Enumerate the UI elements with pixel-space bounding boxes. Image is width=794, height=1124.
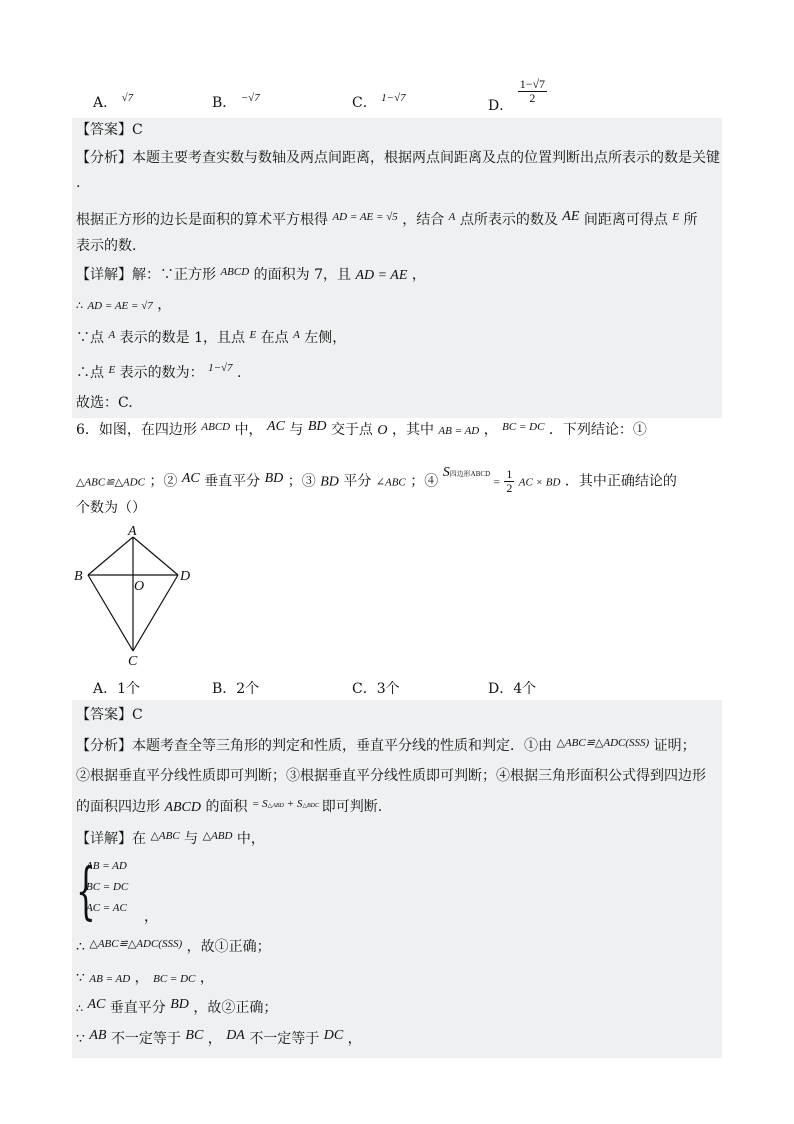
stem-text: ，: [483, 422, 498, 438]
detail-text: 不一定等于: [110, 1031, 181, 1047]
q6-option-c: C．3个: [352, 681, 400, 697]
detail-text: ，: [199, 970, 214, 986]
fraction-denominator: 2: [529, 91, 536, 105]
area-subscript: 四边形ABCD: [449, 469, 491, 478]
analysis-text: 的面积四边形: [76, 799, 160, 815]
q5-detail-line3: [76, 329, 346, 348]
stem-text: 6．如图，在四边形: [76, 422, 197, 438]
q6-option-d: D．4个: [488, 681, 537, 697]
math-symbol: DC: [323, 1028, 344, 1043]
math-expression: △ABC≌△ADC: [76, 476, 145, 489]
stem-text: 与: [289, 422, 304, 438]
math-expression: AD = AE = √7: [87, 300, 153, 312]
detail-text: 不一定等于: [249, 1031, 320, 1047]
label-d: D: [180, 569, 191, 584]
stem-text: ，其中: [391, 422, 434, 438]
fraction-numerator: 1: [506, 467, 513, 481]
option-letter: B．: [212, 95, 237, 111]
q5-option-b: [212, 92, 260, 112]
option-value: 1−√7: [381, 92, 406, 104]
area-subscript: △BDC: [302, 803, 319, 809]
math-symbol: E: [672, 211, 680, 223]
math-symbol: A: [448, 211, 456, 223]
fraction-numerator: 1−√7: [519, 77, 546, 91]
side-ad: [133, 537, 178, 575]
detail-text: 中，: [236, 831, 265, 847]
detail-text: .: [237, 365, 242, 381]
side-ab: [88, 537, 133, 575]
detail-text: 在点: [260, 330, 289, 346]
q6-analysis-line2: ②根据垂直平分线性质即可判断；③根据垂直平分线性质即可判断；④根据三角形面积公式得到四边形: [76, 768, 706, 784]
q6-detail-line1: [76, 830, 265, 849]
math-symbol: AB: [89, 1028, 107, 1043]
equation-system: [76, 854, 226, 927]
detail-text: ，: [347, 1031, 362, 1047]
detail-text: ，: [411, 267, 426, 283]
area-sum: [252, 798, 322, 810]
therefore-symbol: ∴: [76, 939, 85, 955]
label-c: C: [128, 654, 138, 669]
option-fraction: [518, 78, 547, 105]
therefore-symbol: ∴: [76, 1002, 83, 1015]
stem-text: 垂直平分: [204, 473, 261, 490]
brace-icon: {: [76, 854, 96, 927]
q5-detail-line5: 故选：C.: [76, 395, 133, 411]
detail-text: 垂直平分: [109, 1000, 166, 1016]
analysis-text: 【分析】本题主要考查实数与数轴及两点间距离，根据两点间距离及点的位置判断出点所表示的数是关键: [76, 150, 720, 166]
area-term: = S: [251, 798, 268, 810]
detail-text: ，: [207, 1031, 222, 1047]
math-expression: AD = AE = √5: [332, 211, 398, 223]
math-symbol: ABCD: [201, 421, 231, 433]
kite-figure: [70, 525, 210, 670]
system-end: ，: [144, 909, 158, 925]
math-symbol: BD: [307, 419, 327, 434]
analysis-text: 证明；: [653, 738, 696, 754]
math-symbol: O: [377, 423, 388, 438]
math-expression: △ABD: [202, 830, 233, 842]
because-symbol: ∵: [76, 1031, 85, 1047]
q5-answer: 【答案】C: [76, 122, 143, 138]
detail-text: 表示的数为：: [119, 365, 204, 381]
math-symbol: AC: [87, 997, 106, 1012]
detail-text: 【详解】解：∵正方形: [76, 267, 216, 283]
detail-text: ，: [157, 297, 172, 313]
area-formula: [443, 465, 494, 480]
math-symbol: BD: [170, 997, 189, 1012]
therefore-symbol: ∴: [76, 299, 83, 312]
stem-text: ；④: [410, 473, 439, 490]
detail-text: ，故②正确；: [193, 1000, 278, 1016]
q5-detail-line2: [76, 296, 171, 315]
math-expression: △ABC: [150, 830, 180, 842]
math-expression: AB = AD: [438, 425, 480, 437]
stem-text: ；③: [287, 473, 316, 490]
math-symbol: BD: [264, 470, 284, 486]
detail-text: ，故①正确；: [186, 939, 271, 955]
option-letter: D．: [488, 97, 514, 114]
stem-text: ．其中正确结论的: [564, 473, 677, 490]
fraction-denominator: 2: [506, 481, 513, 495]
q5-analysis-line3: 表示的数.: [76, 238, 137, 254]
option-value: −√7: [240, 92, 260, 104]
analysis-text: 的面积: [205, 799, 248, 815]
math-symbol: E: [249, 329, 257, 341]
stem-text: 中，: [234, 422, 263, 438]
detail-text: 表示的数是 1，且点: [119, 330, 245, 346]
q5-detail-line1: [76, 266, 426, 285]
q6-option-a: A．1个: [93, 681, 141, 697]
math-symbol: ABCD: [220, 266, 250, 278]
stem-text: 平分: [343, 473, 372, 490]
q6-analysis-line3: [76, 798, 382, 819]
q6-detail-line4: [76, 999, 277, 1018]
option-letter: A．: [93, 95, 118, 111]
equation-2: BC = DC: [86, 881, 129, 893]
option-letter: C．: [352, 95, 377, 111]
q5-detail-line4: [76, 364, 241, 383]
math-symbol: E: [108, 364, 116, 376]
q6-option-b: B．2个: [212, 681, 260, 697]
math-symbol: BD: [320, 474, 339, 490]
math-expression: BC = DC: [502, 421, 545, 433]
q5-analysis-line2: [76, 211, 698, 230]
area-term: + S: [286, 798, 303, 810]
q6-detail-line5: [76, 1030, 362, 1049]
detail-text: 【详解】在: [76, 831, 146, 847]
detail-text: ∵点: [76, 330, 104, 346]
math-expression: AC × BD: [518, 476, 561, 489]
math-expression: BC = DC: [153, 973, 196, 985]
detail-text: 的面积为 7，且: [253, 267, 351, 283]
math-symbol: AC: [181, 470, 200, 486]
because-symbol: ∵: [76, 970, 85, 986]
area-symbol: S: [442, 464, 450, 480]
math-expression: AD = AE: [355, 268, 408, 283]
analysis-text: 所: [683, 212, 698, 228]
analysis-text: 【分析】本题考查全等三角形的判定和性质，垂直平分线的性质和判定．①由: [76, 738, 552, 754]
q5-analysis-line1: [76, 149, 720, 167]
q6-stem-line2: [76, 464, 677, 495]
stem-text: ．下列结论：①: [548, 422, 647, 438]
math-expression: AB = AD: [89, 973, 131, 985]
stem-text: ；②: [149, 473, 178, 490]
detail-text: ∴点: [76, 365, 104, 381]
analysis-text: 根据正方形的边长是面积的算术平方根得: [76, 212, 328, 228]
equation-1: AB = AD: [86, 860, 127, 872]
math-symbol: BC: [185, 1028, 204, 1043]
label-b: B: [74, 569, 83, 584]
math-symbol: A: [293, 329, 300, 341]
q6-detail-line2: [76, 938, 271, 957]
label-o: O: [134, 579, 145, 594]
analysis-text: ，结合: [402, 212, 445, 228]
math-symbol: DA: [226, 1028, 245, 1043]
option-value: √7: [121, 92, 134, 104]
side-bc: [88, 575, 133, 651]
q5-option-a: [93, 92, 133, 112]
math-expression: △ABC≌△ADC(SSS): [89, 938, 183, 950]
math-symbol: AC: [267, 419, 285, 434]
stem-text: 交于点: [330, 422, 373, 438]
detail-text: 与: [184, 831, 199, 847]
q5-option-c: [352, 92, 406, 112]
analysis-text: 点所表示的数及: [459, 212, 558, 228]
half-fraction: [504, 468, 514, 495]
math-symbol: AE: [562, 209, 580, 224]
q6-analysis-line1: [76, 737, 696, 756]
equals-sign: =: [493, 476, 500, 489]
q5-option-d: [488, 77, 547, 114]
label-a: A: [128, 525, 137, 539]
math-expression: △ABC≌△ADC(SSS): [556, 737, 650, 749]
math-symbol: ABCD: [164, 800, 202, 815]
math-expression: 1−√7: [208, 362, 233, 374]
detail-text: 左侧，: [304, 330, 347, 346]
q6-stem-line3: 个数为（）: [76, 500, 146, 516]
analysis-text: 即可判断.: [321, 799, 383, 815]
analysis-text: 间距离可得点: [583, 212, 668, 228]
q6-answer: 【答案】C: [76, 707, 143, 723]
q6-stem-line1: [76, 421, 647, 440]
area-subscript: △ABD: [267, 803, 284, 809]
detail-text: ，: [134, 970, 149, 986]
q5-analysis-line1b: .: [76, 175, 81, 191]
math-symbol: A: [108, 329, 116, 341]
math-expression: ∠ABC: [375, 476, 406, 489]
equation-3: AC = AC: [86, 902, 127, 914]
q6-detail-line3: [76, 969, 214, 988]
